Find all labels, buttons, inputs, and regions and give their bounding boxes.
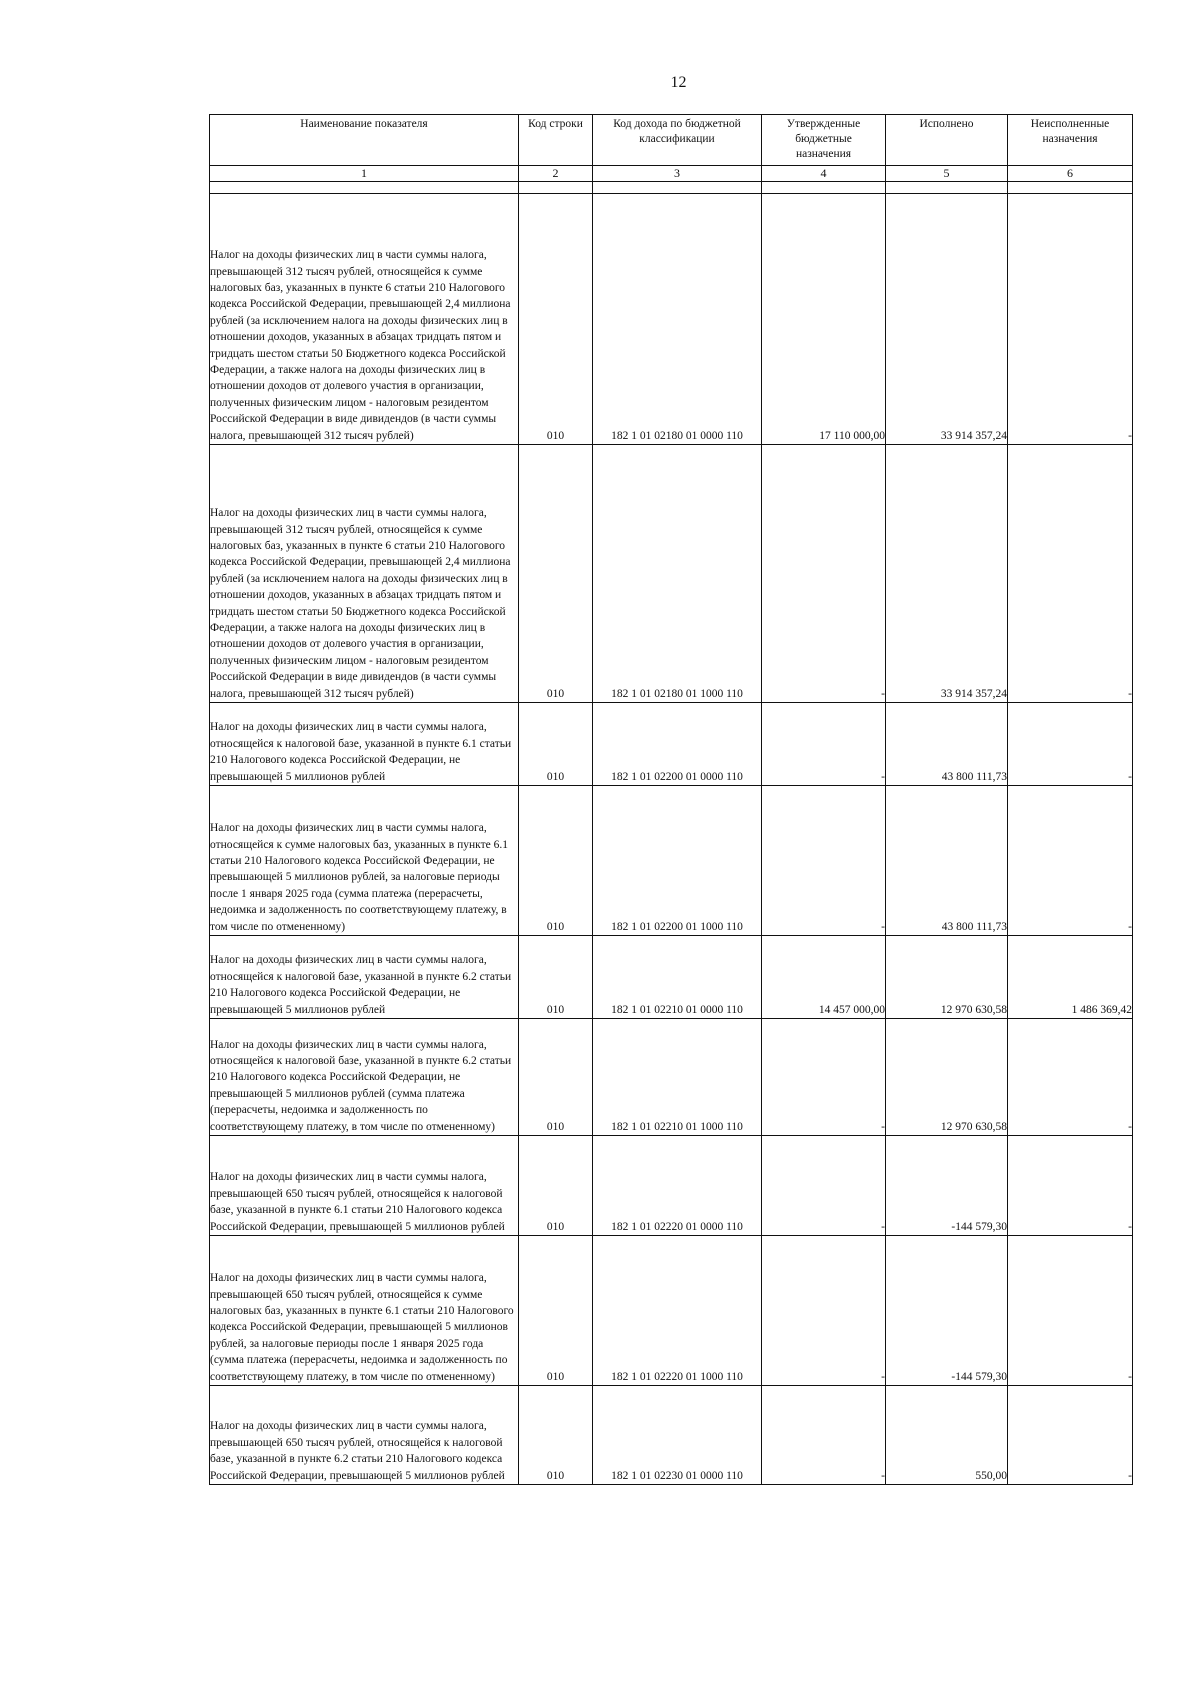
table-row: [210, 703, 1133, 786]
row-line-code: 010: [519, 445, 593, 703]
row-executed: -144 579,30: [886, 1136, 1008, 1236]
row-approved: 17 110 000,00: [762, 194, 886, 445]
table-row: [210, 194, 1133, 445]
table-row: [210, 445, 1133, 703]
row-indicator-name: Налог на доходы физических лиц в части суммы налога, превышающей 650 тысяч рублей, относящейся к налоговой базе, указанной в пункте 6.2 статьи 210 Налогового кодекса Российской Федерации, превышающей 5 миллионов рублей: [210, 1386, 519, 1485]
row-unexecuted: -: [1008, 445, 1133, 703]
row-executed: 43 800 111,73: [886, 786, 1008, 936]
row-unexecuted: -: [1008, 1236, 1133, 1386]
row-line-code: 010: [519, 1386, 593, 1485]
row-indicator-name: Налог на доходы физических лиц в части суммы налога, превышающей 312 тысяч рублей, относящейся к сумме налоговых баз, указанных в пункте 6 статьи 210 Налогового кодекса Российской Федерации, превышающей 2,4 миллиона рублей (за исключением налога на доходы физических лиц в отношении доходов, указанных в абзацах тридцать пятом и тридцать шестом статьи 50 Бюджетного кодекса Российской Федерации, а также налога на доходы физических лиц в отношении доходов от долевого участия в организации, полученных физическим лицом - налоговым резидентом Российской Федерации в виде дивидендов (в части суммы налога, превышающей 312 тысяч рублей): [210, 445, 519, 703]
header-row: [210, 115, 1133, 166]
header-indicator-name: Наименование показателя: [210, 115, 519, 166]
column-number: 5: [886, 166, 1008, 182]
row-unexecuted: -: [1008, 1136, 1133, 1236]
row-budget-code: 182 1 01 02210 01 0000 110: [593, 936, 762, 1019]
row-budget-code: 182 1 01 02180 01 1000 110: [593, 445, 762, 703]
row-budget-code: 182 1 01 02200 01 1000 110: [593, 786, 762, 936]
row-unexecuted: -: [1008, 1019, 1133, 1136]
table-row: [210, 1136, 1133, 1236]
row-indicator-name: Налог на доходы физических лиц в части суммы налога, относящейся к налоговой базе, указанной в пункте 6.1 статьи 210 Налогового кодекса Российской Федерации, не превышающей 5 миллионов рублей: [210, 703, 519, 786]
row-indicator-name: Налог на доходы физических лиц в части суммы налога, относящейся к налоговой базе, указанной в пункте 6.2 статьи 210 Налогового кодекса Российской Федерации, не превышающей 5 миллионов рублей: [210, 936, 519, 1019]
table-row: [210, 786, 1133, 936]
row-approved: -: [762, 1019, 886, 1136]
row-executed: 12 970 630,58: [886, 936, 1008, 1019]
table-row: [210, 936, 1133, 1019]
row-budget-code: 182 1 01 02200 01 0000 110: [593, 703, 762, 786]
row-line-code: 010: [519, 1236, 593, 1386]
row-line-code: 010: [519, 703, 593, 786]
row-approved: -: [762, 1136, 886, 1236]
header-approved: Утвержденные бюджетные назначения: [762, 115, 886, 166]
row-executed: -144 579,30: [886, 1236, 1008, 1386]
row-budget-code: 182 1 01 02220 01 0000 110: [593, 1136, 762, 1236]
row-approved: -: [762, 1386, 886, 1485]
row-budget-code: 182 1 01 02230 01 0000 110: [593, 1386, 762, 1485]
row-indicator-name: Налог на доходы физических лиц в части суммы налога, относящейся к сумме налоговых баз, указанных в пункте 6.1 статьи 210 Налогового кодекса Российской Федерации, не превышающей 5 миллионов рублей, за налоговые периоды после 1 января 2025 года (сумма платежа (перерасчеты, недоимка и задолженность по соответствующему платежу, в том числе по отмененному): [210, 786, 519, 936]
column-number: 6: [1008, 166, 1133, 182]
row-budget-code: 182 1 01 02180 01 0000 110: [593, 194, 762, 445]
row-executed: 550,00: [886, 1386, 1008, 1485]
header-line-code: Код строки: [519, 115, 593, 166]
row-line-code: 010: [519, 936, 593, 1019]
row-line-code: 010: [519, 1136, 593, 1236]
report-table: [209, 114, 1133, 1485]
header-executed: Исполнено: [886, 115, 1008, 166]
spacer-row: [210, 182, 1133, 194]
header-unexecuted: Неисполненные назначения: [1008, 115, 1133, 166]
row-executed: 33 914 357,24: [886, 194, 1008, 445]
row-indicator-name: Налог на доходы физических лиц в части суммы налога, превышающей 650 тысяч рублей, относящейся к сумме налоговых баз, указанных в пункте 6.1 статьи 210 Налогового кодекса Российской Федерации, превышающей 5 миллионов рублей, за налоговые периоды после 1 января 2025 года (сумма платежа (перерасчеты, недоимка и задолженность по соответствующему платежу, в том числе по отмененному): [210, 1236, 519, 1386]
table-row: [210, 1019, 1133, 1136]
row-unexecuted: -: [1008, 1386, 1133, 1485]
row-approved: -: [762, 1236, 886, 1386]
page-number: 12: [670, 74, 687, 91]
row-unexecuted: -: [1008, 194, 1133, 445]
row-indicator-name: Налог на доходы физических лиц в части суммы налога, превышающей 312 тысяч рублей, относящейся к сумме налоговых баз, указанных в пункте 6 статьи 210 Налогового кодекса Российской Федерации, превышающей 2,4 миллиона рублей (за исключением налога на доходы физических лиц в отношении доходов, указанных в абзацах тридцать пятом и тридцать шестом статьи 50 Бюджетного кодекса Российской Федерации, а также налога на доходы физических лиц в отношении доходов от долевого участия в организации, полученных физическим лицом - налоговым резидентом Российской Федерации в виде дивидендов (в части суммы налога, превышающей 312 тысяч рублей): [210, 194, 519, 445]
column-number: 1: [210, 166, 519, 182]
row-budget-code: 182 1 01 02220 01 1000 110: [593, 1236, 762, 1386]
row-executed: 43 800 111,73: [886, 703, 1008, 786]
table-row: [210, 1236, 1133, 1386]
row-indicator-name: Налог на доходы физических лиц в части суммы налога, относящейся к налоговой базе, указанной в пункте 6.2 статьи 210 Налогового кодекса Российской Федерации, не превышающей 5 миллионов рублей (сумма платежа (перерасчеты, недоимка и задолженность по соответствующему платежу, в том числе по отмененному): [210, 1019, 519, 1136]
row-unexecuted: -: [1008, 786, 1133, 936]
column-numbers-row: [210, 166, 1133, 182]
column-number: 4: [762, 166, 886, 182]
row-indicator-name: Налог на доходы физических лиц в части суммы налога, превышающей 650 тысяч рублей, относящейся к налоговой базе, указанной в пункте 6.1 статьи 210 Налогового кодекса Российской Федерации, превышающей 5 миллионов рублей: [210, 1136, 519, 1236]
row-approved: -: [762, 703, 886, 786]
row-line-code: 010: [519, 1019, 593, 1136]
row-unexecuted: 1 486 369,42: [1008, 936, 1133, 1019]
row-executed: 12 970 630,58: [886, 1019, 1008, 1136]
table-row: [210, 1386, 1133, 1485]
row-approved: -: [762, 445, 886, 703]
row-budget-code: 182 1 01 02210 01 1000 110: [593, 1019, 762, 1136]
row-approved: 14 457 000,00: [762, 936, 886, 1019]
column-number: 3: [593, 166, 762, 182]
header-budget-classification-code: Код дохода по бюджетной классификации: [593, 115, 762, 166]
row-line-code: 010: [519, 194, 593, 445]
row-approved: -: [762, 786, 886, 936]
column-number: 2: [519, 166, 593, 182]
row-unexecuted: -: [1008, 703, 1133, 786]
row-executed: 33 914 357,24: [886, 445, 1008, 703]
row-line-code: 010: [519, 786, 593, 936]
